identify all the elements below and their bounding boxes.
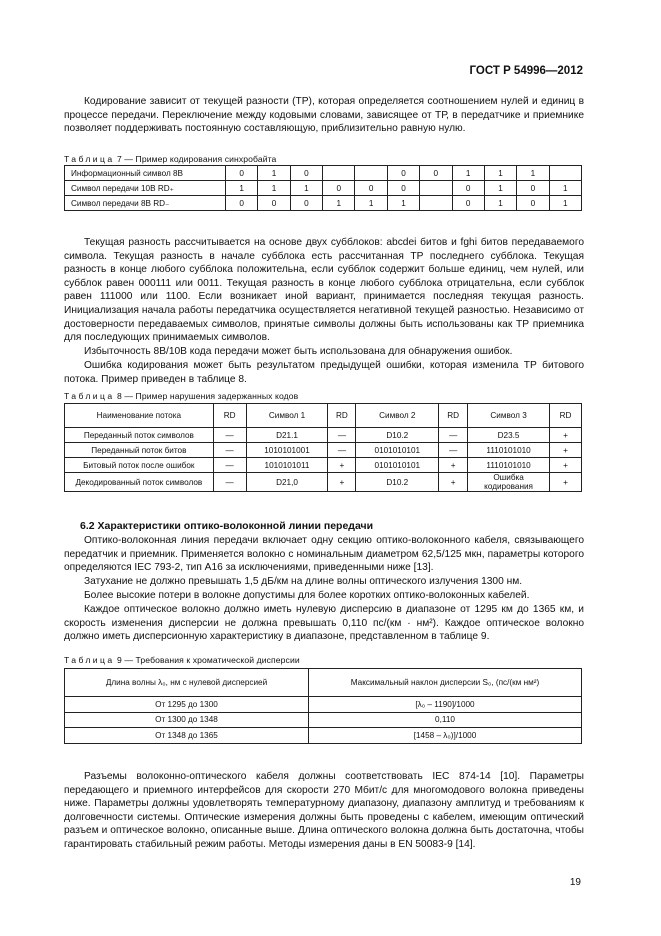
table-cell: 1	[387, 196, 419, 211]
column-header: RD	[328, 404, 356, 428]
table-cell: 0	[420, 166, 452, 181]
table9	[64, 668, 582, 744]
table-cell: —	[328, 428, 356, 443]
table-cell: Декодированный поток символов	[65, 473, 214, 492]
row-label: Символ передачи 8В RD₋	[65, 196, 226, 211]
table-cell: 0	[290, 166, 322, 181]
paragraph-loss: Более высокие потери в волокне допустимы для более коротких оптико-волоконных кабелей.	[84, 590, 530, 601]
paragraph-error: Ошибка кодирования может быть результатом предыдущей ошибки, которая изменила ТР битового потока. Пример приведен в таблице 8.	[64, 360, 584, 385]
table-cell: Битовый поток после ошибок	[65, 458, 214, 473]
column-header: Символ 1	[246, 404, 328, 428]
table8-caption	[64, 391, 298, 401]
table-cell: 1	[258, 181, 290, 196]
table8	[64, 403, 582, 492]
table-cell: 1010101011	[246, 458, 328, 473]
table-cell: 1	[355, 196, 387, 211]
table-cell: +	[550, 443, 582, 458]
table-cell: +	[550, 473, 582, 492]
table7	[64, 165, 582, 211]
table-cell	[549, 166, 581, 181]
column-header: Символ 2	[356, 404, 439, 428]
table-cell: +	[550, 428, 582, 443]
table-cell: 0101010101	[356, 443, 439, 458]
paragraph-connectors: Разъемы волоконно-оптического кабеля должны соответствовать IEC 874-14 [10]. Параметры передающего и приемного интерфейсов для скорости 270 Мбит/с для многомодового волокна приведены ниже. Параметры должны удовлетворять температурному диапазону, диапазону амплитуд и требованиям к долговечности системы. Оптические измерения должны быть проведены с кабелем, имеющим оптический разъем и оптическое волокно, описанные выше. Длина оптического волокна должна быть достаточна, чтобы гарантировать стабильный режим работы. Методы измерения даны в EN 50083-9 [14].	[64, 771, 584, 850]
table-row	[65, 181, 582, 196]
table-row	[65, 712, 582, 728]
table-cell: +	[439, 473, 468, 492]
table-cell: От 1348 до 1365	[65, 728, 309, 744]
table-cell: 1	[484, 181, 516, 196]
table-cell: 0	[226, 196, 258, 211]
table-row	[65, 428, 582, 443]
table-cell: —	[213, 428, 246, 443]
table-cell: D21.1	[246, 428, 328, 443]
table-cell: 0,110	[309, 712, 582, 728]
row-label: Информационный символ 8В	[65, 166, 226, 181]
section-title: 6.2 Характеристики оптико-волоконной линии передачи	[80, 520, 374, 532]
table-cell: —	[213, 473, 246, 492]
table7-caption-word: Таблица	[64, 154, 115, 164]
table-cell: —	[439, 443, 468, 458]
document-header: ГОСТ Р 54996—2012	[469, 65, 583, 77]
table-cell: 0	[452, 196, 484, 211]
table9-caption-word: Таблица	[64, 655, 115, 665]
table-cell: 1110101010	[468, 443, 550, 458]
table-row	[65, 196, 582, 211]
paragraph-line: Оптико-волоконная линия передачи включает одну секцию оптико-волоконного кабеля, связывающего передатчик и приемник. Применяется волокно с номинальным диаметром 62,5/125 мкн, параметры которого определяются IEC 793-2, тип А16 за исключениями, приведенными ниже [13].	[64, 535, 584, 574]
table-row	[65, 458, 582, 473]
table-cell: Переданный поток битов	[65, 443, 214, 458]
table-cell: 1	[484, 196, 516, 211]
column-header: Максимальный наклон дисперсии S₀, (пс/(км нм²)	[309, 669, 582, 697]
column-header: RD	[213, 404, 246, 428]
table-row	[65, 697, 582, 713]
table-cell: +	[328, 458, 356, 473]
table-cell: 0	[517, 196, 549, 211]
table-cell: 0	[323, 181, 355, 196]
column-header: RD	[439, 404, 468, 428]
column-header: Длина волны λ₀, нм с нулевой дисперсией	[65, 669, 309, 697]
table-cell: 0	[452, 181, 484, 196]
table-cell: Переданный поток символов	[65, 428, 214, 443]
column-header: RD	[550, 404, 582, 428]
column-header: Символ 3	[468, 404, 550, 428]
table-cell: [λ₀ – 1190]/1000	[309, 697, 582, 713]
table9-caption-rest: 9 — Требования к хроматической дисперсии	[117, 655, 300, 665]
table-cell: —	[439, 428, 468, 443]
table-cell: —	[328, 443, 356, 458]
table-cell	[420, 196, 452, 211]
table-cell: 0	[387, 181, 419, 196]
table8-caption-word: Таблица	[64, 391, 115, 401]
table-cell: 1	[323, 196, 355, 211]
table-cell: D23.5	[468, 428, 550, 443]
paragraph-attenuation: Затухание не должно превышать 1,5 дБ/км на длине волны оптического излучения 1300 нм.	[84, 576, 523, 587]
paragraph-current-difference: Текущая разность рассчитывается на основе двух субблоков: abcdei битов и fghi битов передаваемого символа. Текущая разность в начале субблока есть рассчитанная ТР последнего субблока. Текущая разность в конце любого субблока положительна, если субблок содержит больше единиц, чем нулей, или субблок равен 000111 или 0011. Текущая разность в конце любого субблока отрицательна, если субблок равен 111000 или 1100. Если возникает иной вариант, принимается последняя текущая разность. Инициализация начала работы передатчика осуществляется негативной текущей разностью. Независимо от достоверности передаваемых символов, принятые символы должны быть использованы как ТР приемника для последующих принимаемых символов.	[64, 237, 584, 344]
table-cell: 1010101001	[246, 443, 328, 458]
table-cell	[355, 166, 387, 181]
table-row	[65, 443, 582, 458]
table-cell: [1458 – λ₀)]/1000	[309, 728, 582, 744]
row-label: Символ передачи 10В RD₊	[65, 181, 226, 196]
table-cell: 0	[355, 181, 387, 196]
paragraph-redundancy: Избыточность 8В/10В кода передачи может быть использована для обнаружения ошибок.	[84, 346, 513, 357]
table-cell: 1	[226, 181, 258, 196]
page-number: 19	[569, 877, 581, 888]
table9-caption	[64, 655, 300, 665]
table-cell: 1	[517, 166, 549, 181]
table-cell: 1110101010	[468, 458, 550, 473]
table-row	[65, 473, 582, 492]
table-cell: От 1295 до 1300	[65, 697, 309, 713]
table7-caption	[64, 154, 276, 164]
table-cell: D10.2	[356, 473, 439, 492]
table-cell: 1	[549, 181, 581, 196]
table-cell: 0101010101	[356, 458, 439, 473]
paragraph-dispersion: Каждое оптическое волокно должно иметь нулевую дисперсию в диапазоне от 1295 км до 1365 км, и скорость изменения дисперсии не должна превышать 0,110 пс/(км · нм²). Каждое оптическое волокно должно иметь дисперсионную характеристику в диапазоне, представленном в таблице 9.	[64, 604, 584, 643]
table-cell: +	[439, 458, 468, 473]
paragraph-intro: Кодирование зависит от текущей разности (ТР), которая определяется соотношением нулей и единиц в процессе передачи. Переключение между кодовыми словами, зависящее от ТР, в передатчике и приемнике позволяет поддерживать постоянную составляющую, приблизительно равную нулю.	[64, 96, 584, 135]
table8-caption-rest: 8 — Пример нарушения задержанных кодов	[117, 391, 299, 401]
table-cell: 0	[226, 166, 258, 181]
table-cell: +	[550, 458, 582, 473]
table-cell: 1	[549, 196, 581, 211]
table-row	[65, 728, 582, 744]
table-cell: —	[213, 458, 246, 473]
table-row	[65, 166, 582, 181]
table-cell: 1	[484, 166, 516, 181]
table-cell: D10.2	[356, 428, 439, 443]
table-cell: Ошибка кодирования	[468, 473, 550, 492]
table-cell: D21,0	[246, 473, 328, 492]
table-cell	[323, 166, 355, 181]
table-cell: 1	[452, 166, 484, 181]
table-cell: 0	[290, 196, 322, 211]
table-cell: 0	[387, 166, 419, 181]
table7-caption-rest: 7 — Пример кодирования синхробайта	[117, 154, 277, 164]
table-cell: +	[328, 473, 356, 492]
table-cell: От 1300 до 1348	[65, 712, 309, 728]
table-cell: 1	[290, 181, 322, 196]
table-cell: 0	[517, 181, 549, 196]
column-header: Наименование потока	[65, 404, 214, 428]
table-cell: 0	[258, 196, 290, 211]
table-cell	[420, 181, 452, 196]
table-cell: —	[213, 443, 246, 458]
table-cell: 1	[258, 166, 290, 181]
